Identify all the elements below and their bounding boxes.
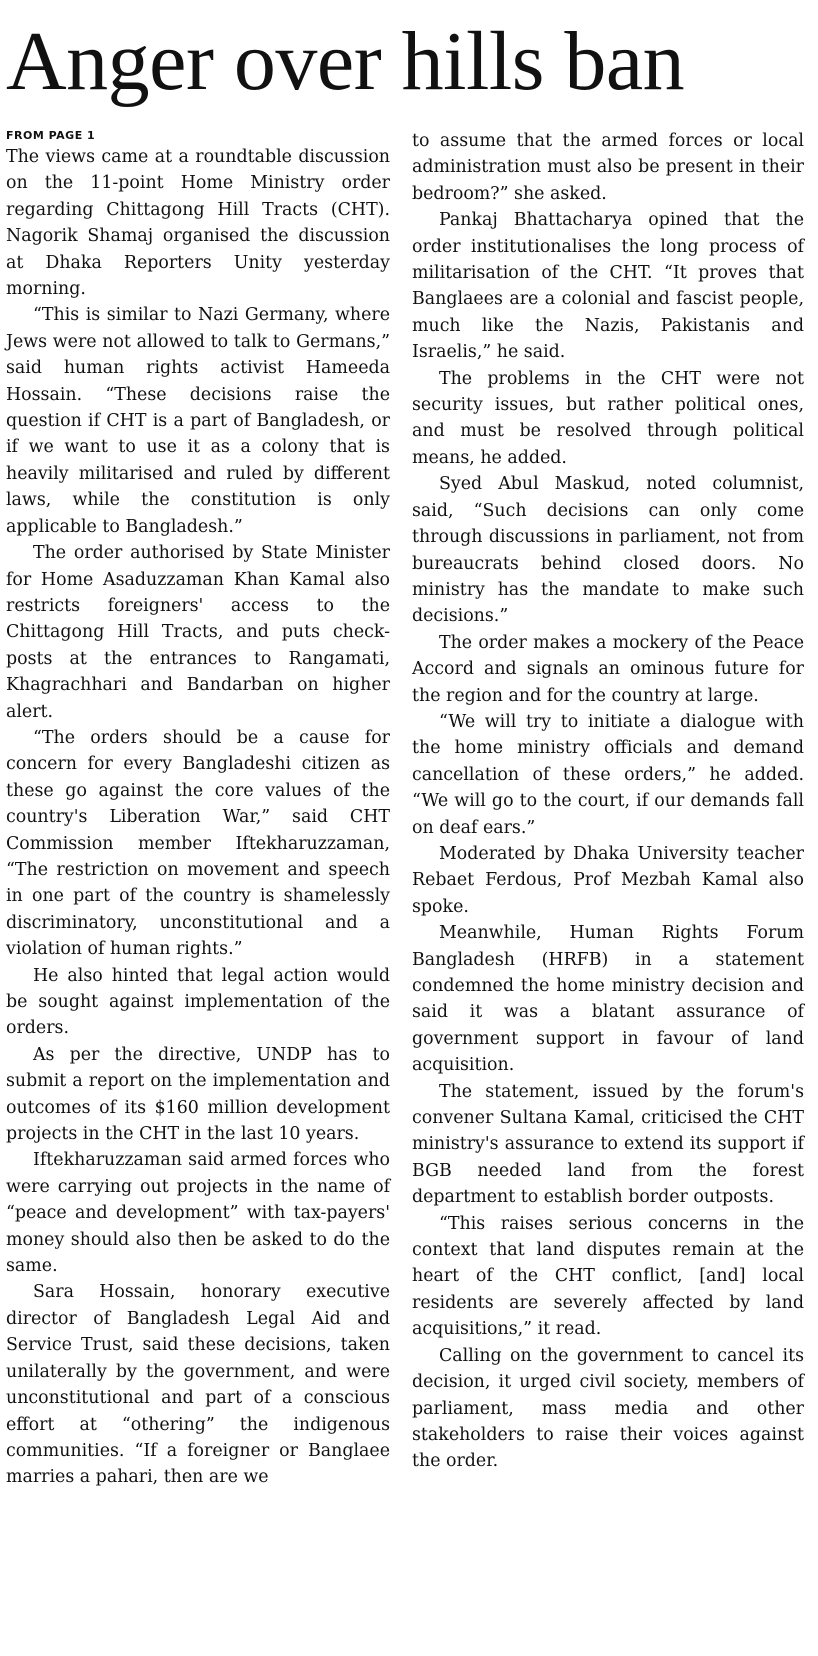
paragraph: Meanwhile, Human Rights Forum Bangladesh (HRFB) in a statement condemned the home ministry decision and said it was a blatant assurance of government support in favour of land acquisition. [412, 923, 804, 1076]
paragraph: Iftekharuzzaman said armed forces who were carrying out projects in the name of “peace and development” with tax-payers' money should also then be asked to do the same. [6, 1150, 390, 1277]
article-body [6, 128, 804, 1491]
paragraph: to assume that the armed forces or local administration must also be present in their bedroom?” she asked. [412, 131, 804, 204]
right-column [412, 128, 804, 1491]
paragraph: “We will try to initiate a dialogue with the home ministry officials and demand cancellation of these orders,” he added. “We will go to the court, if our demands fall on deaf ears.” [412, 711, 804, 838]
headline: Anger over hills ban [6, 15, 685, 108]
paragraph: Calling on the government to cancel its decision, it urged civil society, members of parliament, mass media and other stakeholders to raise their voices against the order. [412, 1345, 804, 1472]
paragraph: Pankaj Bhattacharya opined that the order institutionalises the long process of militarisation of the CHT. “It proves that Banglaees are a colonial and fascist people, much like the Nazis, Pakistanis and Israelis,” he said. [412, 210, 804, 363]
left-column [6, 128, 390, 1491]
paragraph: Syed Abul Maskud, noted columnist, said, “Such decisions can only come through discussions in parliament, not from bureaucrats behind closed doors. No ministry has the mandate to make such decisions.” [412, 474, 804, 627]
newspaper-clipping [0, 14, 818, 1656]
paragraph: The order makes a mockery of the Peace Accord and signals an ominous future for the region and for the country at large. [412, 632, 804, 706]
paragraph: “This raises serious concerns in the context that land disputes remain at the heart of the CHT conflict, [and] local residents are severely affected by land acquisitions,” it read. [412, 1213, 804, 1340]
continuation-kicker: FROM PAGE 1 [6, 129, 96, 142]
paragraph: He also hinted that legal action would be sought against implementation of the orders. [6, 965, 390, 1039]
paragraph: “This is similar to Nazi Germany, where Jews were not allowed to talk to Germans,” said human rights activist Hameeda Hossain. “These decisions raise the question if CHT is a part of Bangladesh, or if we want to use it as a colony that is heavily militarised and ruled by different laws, while the constitution is only applicable to Bangladesh.” [6, 305, 390, 537]
paragraph: The statement, issued by the forum's convener Sultana Kamal, criticised the CHT ministry's assurance to extend its support if BGB needed land from the forest department to establish border outposts. [412, 1081, 804, 1208]
paragraph: Moderated by Dhaka University teacher Rebaet Ferdous, Prof Mezbah Kamal also spoke. [412, 843, 804, 917]
paragraph: Sara Hossain, honorary executive director of Bangladesh Legal Aid and Service Trust, said these decisions, taken unilaterally by the government, and were unconstitutional and part of a conscious effort at “othering” the indigenous communities. “If a foreigner or Banglaee marries a pahari, then are we [6, 1282, 390, 1488]
paragraph: The problems in the CHT were not security issues, but rather political ones, and must be resolved through political means, he added. [412, 368, 804, 468]
paragraph: The order authorised by State Minister for Home Asaduzzaman Khan Kamal also restricts foreigners' access to the Chittagong Hill Tracts, and puts check-posts at the entrances to Rangamati, Khagrachhari and Bandarban on higher alert. [6, 543, 390, 722]
paragraph: As per the directive, UNDP has to submit a report on the implementation and outcomes of its $160 million development projects in the CHT in the last 10 years. [6, 1044, 390, 1145]
paragraph: “The orders should be a cause for concern for every Bangladeshi citizen as these go against the core values of the country's Liberation War,” said CHT Commission member Iftekharuzzaman, “The restriction on movement and speech in one part of the country is shamelessly discriminatory, unconstitutional and a violation of human rights.” [6, 727, 390, 960]
paragraph: The views came at a roundtable discussion on the 11-point Home Ministry order regarding Chittagong Hill Tracts (CHT). Nagorik Shamaj organised the discussion at Dhaka Reporters Unity yesterday morning. [6, 147, 390, 300]
